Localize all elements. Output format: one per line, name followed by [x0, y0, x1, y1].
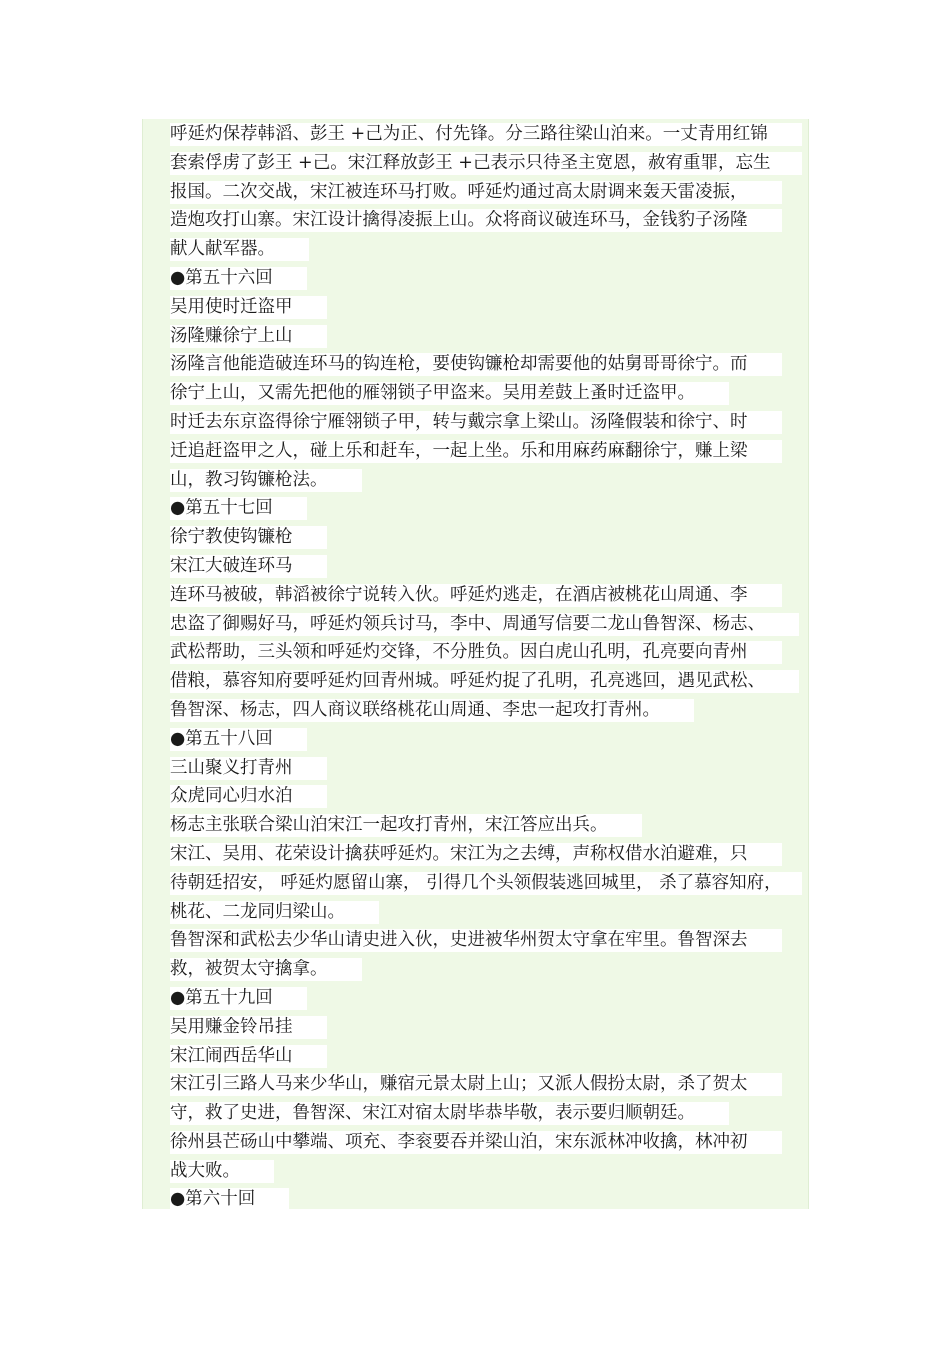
text-line [170, 466, 805, 495]
line-text: 山，教习钩镰枪法。 [170, 469, 328, 490]
text-line [170, 754, 805, 783]
text-line [170, 610, 805, 639]
chapter-heading [170, 725, 805, 754]
line-text: 汤隆赚徐宁上山 [170, 325, 293, 346]
line-text: 汤隆言他能造破连环马的钩连枪，要使钩镰枪却需要他的姑舅哥哥徐宁。而 [170, 354, 748, 375]
line-text: 报国。二次交战，宋江被连环马打败。呼延灼通过高太尉调来轰天雷凌振， [170, 181, 748, 202]
line-text: 套索俘虏了彭王 +己。宋江释放彭王 +己表示只待圣主宽恩，赦宥重罪，忘生 [170, 152, 771, 173]
line-text: 守，救了史进，鲁智深、宋江对宿太尉毕恭毕敬，表示要归顺朝廷。 [170, 1103, 695, 1124]
line-text: 献人献军器。 [170, 239, 275, 260]
line-text: 造炮攻打山寨。宋江设计擒得凌振上山。众将商议破连环马，金钱豹子汤隆 [170, 210, 748, 231]
text-line [170, 1128, 805, 1157]
chapter-heading [170, 984, 805, 1013]
text-line [170, 581, 805, 610]
text-line [170, 898, 805, 927]
text-line [170, 1099, 805, 1128]
line-text: 三山聚义打青州 [170, 757, 293, 778]
line-text: 吴用使时迁盗甲 [170, 296, 293, 317]
text-line [170, 782, 805, 811]
line-text: ●第六十回 [170, 1189, 256, 1210]
line-text: 徐州县芒砀山中攀端、项充、李衮要吞并梁山泊，宋东派林冲收擒，林冲初 [170, 1131, 748, 1152]
text-line [170, 869, 805, 898]
line-text: 连环马被破，韩滔被徐宁说转入伙。呼延灼逃走，在酒店被桃花山周通、李 [170, 584, 748, 605]
line-text: 鲁智深、杨志，四人商议联络桃花山周通、李忠一起攻打青州。 [170, 699, 660, 720]
line-text: 徐宁上山，又需先把他的雁翎锁子甲盗来。吴用差鼓上蚤时迁盗甲。 [170, 383, 695, 404]
line-text: 呼延灼保荐韩滔、彭王 +己为正、付先锋。分三路往梁山泊来。一丈青用红锦 [170, 124, 768, 144]
chapter-heading [170, 1185, 805, 1214]
text-line [170, 235, 805, 264]
text-line [170, 955, 805, 984]
text-line [170, 667, 805, 696]
text-line [170, 1013, 805, 1042]
line-text: ●第五十六回 [170, 267, 273, 288]
chapter-heading [170, 264, 805, 293]
line-text: 时迁去东京盗得徐宁雁翎锁子甲，转与戴宗拿上梁山。汤隆假装和徐宁、时 [170, 411, 748, 432]
line-text: 迁追赶盗甲之人，碰上乐和赶车，一起上坐。乐和用麻药麻翻徐宁，赚上梁 [170, 440, 748, 461]
line-text: 战大败。 [170, 1160, 240, 1181]
line-text: 宋江闹西岳华山 [170, 1045, 293, 1066]
text-line [170, 379, 805, 408]
line-text: 借粮，慕容知府要呼延灼回青州城。呼延灼捉了孔明，孔亮逃回，遇见武松、 [170, 671, 765, 692]
text-line [170, 178, 805, 207]
line-text: 忠盗了御赐好马，呼延灼领兵讨马，李中、周通写信要二龙山鲁智深、杨志、 [170, 613, 765, 634]
text-line [170, 120, 805, 149]
chapter-heading [170, 494, 805, 523]
line-text: 武松帮助，三头领和呼延灼交锋，不分胜负。因白虎山孔明，孔亮要向青州 [170, 642, 748, 663]
text-line [170, 206, 805, 235]
text-line [170, 638, 805, 667]
line-text: 宋江引三路人马来少华山，赚宿元景太尉上山；又派人假扮太尉，杀了贺太 [170, 1074, 748, 1095]
text-line [170, 523, 805, 552]
line-text: 救，被贺太守擒拿。 [170, 959, 328, 980]
line-text: ●第五十八回 [170, 728, 273, 749]
document-body [170, 120, 805, 1214]
text-line [170, 811, 805, 840]
line-text: 待朝廷招安， 呼延灼愿留山寨， 引得几个头领假装逃回城里， 杀了慕容知府， [170, 872, 782, 893]
line-text: 宋江大破连环马 [170, 555, 293, 576]
text-line [170, 350, 805, 379]
text-line [170, 1157, 805, 1186]
text-line [170, 1042, 805, 1071]
text-line [170, 552, 805, 581]
text-line [170, 293, 805, 322]
line-text: 众虎同心归水泊 [170, 786, 293, 807]
line-text: 杨志主张联合梁山泊宋江一起攻打青州，宋江答应出兵。 [170, 815, 608, 836]
text-line [170, 437, 805, 466]
line-text: ●第五十九回 [170, 987, 273, 1008]
text-line [170, 696, 805, 725]
text-line [170, 149, 805, 178]
text-line [170, 408, 805, 437]
line-text: ●第五十七回 [170, 498, 273, 519]
line-text: 宋江、吴用、花荣设计擒获呼延灼。宋江为之去缚，声称权借水泊避难，只 [170, 843, 748, 864]
text-line [170, 1070, 805, 1099]
line-text: 鲁智深和武松去少华山请史进入伙，史进被华州贺太守拿在牢里。鲁智深去 [170, 930, 748, 951]
line-text: 徐宁教使钩镰枪 [170, 527, 293, 548]
text-line [170, 840, 805, 869]
text-line [170, 322, 805, 351]
text-line [170, 926, 805, 955]
line-text: 吴用赚金铃吊挂 [170, 1016, 293, 1037]
line-text: 桃花、二龙同归梁山。 [170, 901, 345, 922]
